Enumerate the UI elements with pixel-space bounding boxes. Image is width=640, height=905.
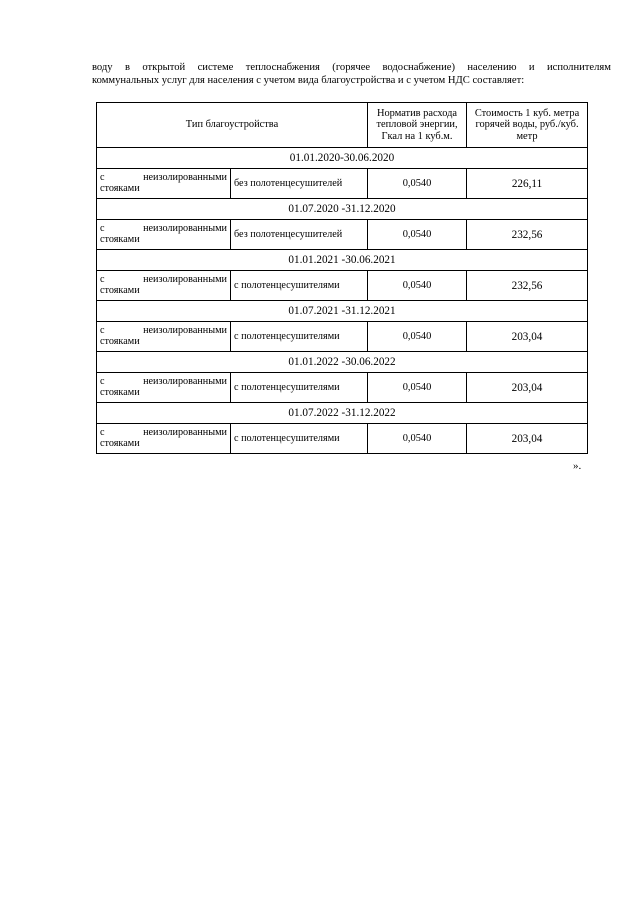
riser-type-first: с неизолированными bbox=[100, 427, 227, 438]
riser-type-cell bbox=[97, 220, 231, 250]
riser-type-first: с неизолированными bbox=[100, 223, 227, 234]
table-row bbox=[97, 271, 588, 301]
norm-cell: 0,0540 bbox=[368, 169, 467, 199]
period-label: 01.07.2021 -31.12.2021 bbox=[97, 301, 588, 322]
norm-cell: 0,0540 bbox=[368, 322, 467, 352]
period-label: 01.07.2022 -31.12.2022 bbox=[97, 403, 588, 424]
closing-quote: ». bbox=[573, 460, 582, 472]
riser-type-second: стояками bbox=[100, 233, 140, 245]
towel-dryer-cell: с полотенцесушителями bbox=[231, 373, 368, 403]
intro-line-2: коммунальных услуг для населения с учетом вида благоустройства и с учетом НДС составляет: bbox=[92, 74, 525, 86]
table-row bbox=[97, 169, 588, 199]
riser-type-first: с неизолированными bbox=[100, 325, 227, 336]
header-norm: Норматив расхода тепловой энергии, Гкал на 1 куб.м. bbox=[368, 103, 467, 148]
norm-cell: 0,0540 bbox=[368, 373, 467, 403]
towel-dryer-cell: с полотенцесушителями bbox=[231, 271, 368, 301]
riser-type-cell bbox=[97, 424, 231, 454]
cost-cell: 203,04 bbox=[467, 322, 588, 352]
cost-cell: 203,04 bbox=[467, 424, 588, 454]
cost-cell: 203,04 bbox=[467, 373, 588, 403]
towel-dryer-cell: с полотенцесушителями bbox=[231, 424, 368, 454]
norm-cell: 0,0540 bbox=[368, 220, 467, 250]
riser-type-second: стояками bbox=[100, 335, 140, 347]
riser-type-second: стояками bbox=[100, 386, 140, 398]
intro-paragraph bbox=[92, 62, 611, 87]
riser-type-first: с неизолированными bbox=[100, 376, 227, 387]
table-row bbox=[97, 424, 588, 454]
period-row bbox=[97, 250, 588, 271]
table-row bbox=[97, 373, 588, 403]
table-row bbox=[97, 322, 588, 352]
intro-line-1: воду в открытой системе теплоснабжения (горячее водоснабжение) населению и исполнителям bbox=[92, 62, 611, 73]
period-label: 01.01.2020-30.06.2020 bbox=[97, 148, 588, 169]
table-row bbox=[97, 220, 588, 250]
cost-cell: 226,11 bbox=[467, 169, 588, 199]
norm-cell: 0,0540 bbox=[368, 424, 467, 454]
tariff-table bbox=[96, 102, 588, 454]
riser-type-second: стояками bbox=[100, 182, 140, 194]
cost-cell: 232,56 bbox=[467, 220, 588, 250]
towel-dryer-cell: без полотенцесушителей bbox=[231, 220, 368, 250]
period-row bbox=[97, 352, 588, 373]
riser-type-cell bbox=[97, 271, 231, 301]
riser-type-second: стояками bbox=[100, 284, 140, 296]
period-row bbox=[97, 199, 588, 220]
cost-cell: 232,56 bbox=[467, 271, 588, 301]
period-label: 01.01.2022 -30.06.2022 bbox=[97, 352, 588, 373]
riser-type-cell bbox=[97, 322, 231, 352]
riser-type-second: стояками bbox=[100, 437, 140, 449]
riser-type-first: с неизолированными bbox=[100, 172, 227, 183]
towel-dryer-cell: без полотенцесушителей bbox=[231, 169, 368, 199]
riser-type-cell bbox=[97, 373, 231, 403]
norm-cell: 0,0540 bbox=[368, 271, 467, 301]
period-row bbox=[97, 301, 588, 322]
period-row bbox=[97, 148, 588, 169]
header-type: Тип благоустройства bbox=[97, 103, 368, 148]
riser-type-first: с неизолированными bbox=[100, 274, 227, 285]
table-header-row bbox=[97, 103, 588, 148]
period-label: 01.01.2021 -30.06.2021 bbox=[97, 250, 588, 271]
header-cost: Стоимость 1 куб. метра горячей воды, руб./куб. метр bbox=[467, 103, 588, 148]
period-row bbox=[97, 403, 588, 424]
period-label: 01.07.2020 -31.12.2020 bbox=[97, 199, 588, 220]
riser-type-cell bbox=[97, 169, 231, 199]
towel-dryer-cell: с полотенцесушителями bbox=[231, 322, 368, 352]
